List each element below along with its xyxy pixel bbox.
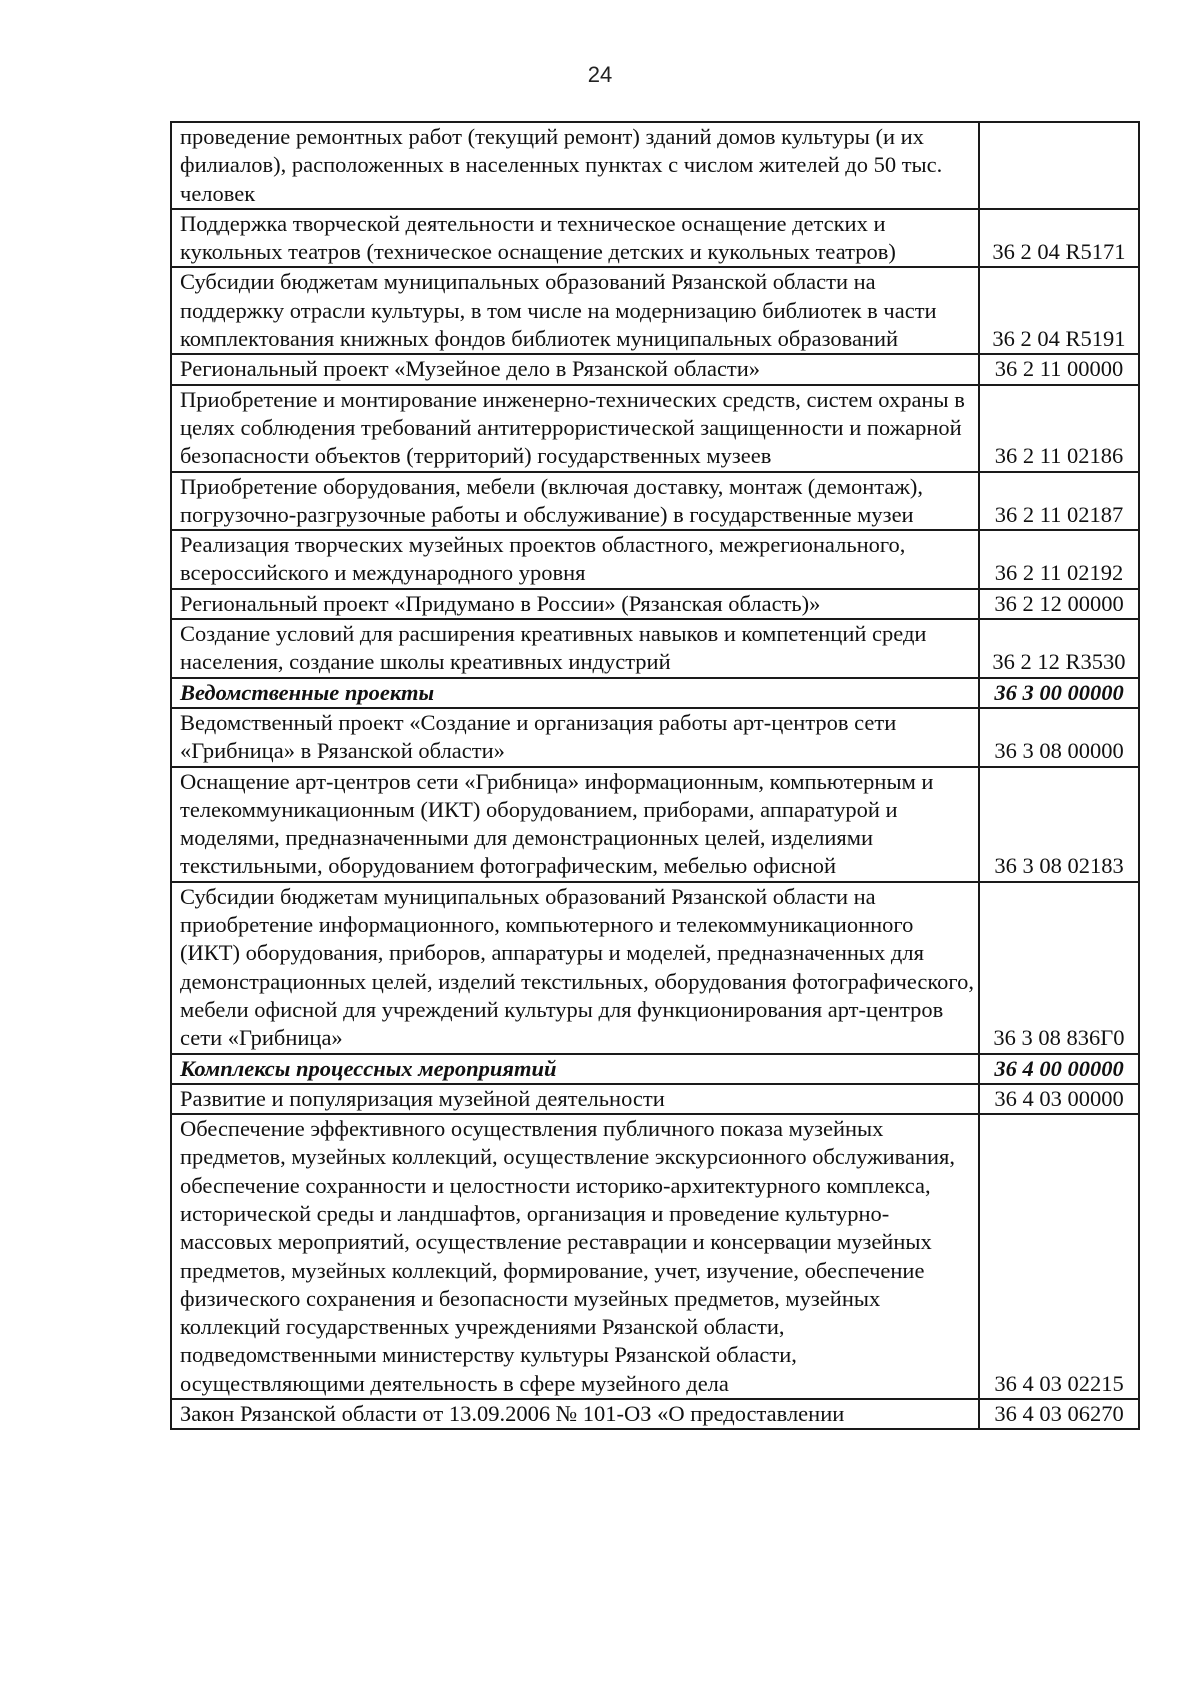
table-row [171,267,1139,354]
table-row [171,530,1139,589]
row-name-cell: Реализация творческих музейных проектов областного, межрегионального, всероссийского и международного уровня [171,530,979,589]
row-code-cell: 36 2 11 02187 [979,472,1139,531]
row-code-cell: 36 3 08 02183 [979,767,1139,882]
row-name-cell: Оснащение арт-центров сети «Грибница» информационным, компьютерным и телекоммуникационным (ИКТ) оборудованием, приборами, аппаратурой и моделями, предназначенными для демонстрационных целей, изделиями текстильными, оборудованием фотографическим, мебелью офисной [171,767,979,882]
row-name-cell: Закон Рязанской области от 13.09.2006 № 101-ОЗ «О предоставлении [171,1399,979,1429]
row-code-cell [979,122,1139,209]
row-code-cell: 36 2 12 R3530 [979,619,1139,678]
row-name-cell: Региональный проект «Музейное дело в Рязанской области» [171,354,979,384]
row-code-cell: 36 4 03 00000 [979,1084,1139,1114]
table-body [171,122,1139,1429]
row-name-cell: Ведомственные проекты [171,678,979,708]
row-code-cell: 36 2 11 02192 [979,530,1139,589]
row-name-cell: Развитие и популяризация музейной деятельности [171,1084,979,1114]
row-code-cell: 36 2 11 02186 [979,385,1139,472]
table-row [171,589,1139,619]
row-name-cell: Поддержка творческой деятельности и техническое оснащение детских и кукольных театров (техническое оснащение детских и кукольных театров) [171,209,979,268]
row-name-cell: Субсидии бюджетам муниципальных образований Рязанской области на приобретение информационного, компьютерного и телекоммуникационного (ИКТ) оборудования, приборов, аппаратуры и моделей, предназначенных для демонстрационных целей, изделий текстильных, оборудования фотографического, мебели офисной для учреждений культуры для функционирования арт-центров сети «Грибница» [171,882,979,1054]
row-code-cell: 36 4 03 02215 [979,1114,1139,1399]
table-row [171,882,1139,1054]
row-code-cell: 36 4 03 06270 [979,1399,1139,1429]
table-section-row [171,678,1139,708]
row-code-cell: 36 2 04 R5171 [979,209,1139,268]
row-name-cell: Приобретение оборудования, мебели (включая доставку, монтаж (демонтаж), погрузочно-разгрузочные работы и обслуживание) в государственные музеи [171,472,979,531]
row-name-cell: Комплексы процессных мероприятий [171,1054,979,1084]
row-code-cell: 36 2 04 R5191 [979,267,1139,354]
row-name-cell: Создание условий для расширения креативных навыков и компетенций среди населения, создание школы креативных индустрий [171,619,979,678]
table-row [171,1084,1139,1114]
table-section-row [171,1054,1139,1084]
row-name-cell: проведение ремонтных работ (текущий ремонт) зданий домов культуры (и их филиалов), расположенных в населенных пунктах с числом жителей до 50 тыс. человек [171,122,979,209]
table-row [171,708,1139,767]
table-row [171,619,1139,678]
table-row [171,209,1139,268]
row-code-cell: 36 4 00 00000 [979,1054,1139,1084]
table-row [171,767,1139,882]
table-row [171,122,1139,209]
row-name-cell: Ведомственный проект «Создание и организация работы арт-центров сети «Грибница» в Рязанской области» [171,708,979,767]
row-name-cell: Региональный проект «Придумано в России» (Рязанская область)» [171,589,979,619]
table-row [171,1114,1139,1399]
row-name-cell: Приобретение и монтирование инженерно-технических средств, систем охраны в целях соблюдения требований антитеррористической защищенности и пожарной безопасности объектов (территорий) государственных музеев [171,385,979,472]
table-row [171,385,1139,472]
budget-classification-table [170,121,1140,1430]
page-number: 24 [587,62,613,87]
row-code-cell: 36 2 12 00000 [979,589,1139,619]
row-code-cell: 36 3 08 00000 [979,708,1139,767]
table-row [171,1399,1139,1429]
row-code-cell: 36 2 11 00000 [979,354,1139,384]
row-name-cell: Субсидии бюджетам муниципальных образований Рязанской области на поддержку отрасли культуры, в том числе на модернизацию библиотек в части комплектования книжных фондов библиотек муниципальных образований [171,267,979,354]
row-code-cell: 36 3 00 00000 [979,678,1139,708]
row-code-cell: 36 3 08 836Г0 [979,882,1139,1054]
table-row [171,354,1139,384]
row-name-cell: Обеспечение эффективного осуществления публичного показа музейных предметов, музейных коллекций, осуществление экскурсионного обслуживания, обеспечение сохранности и целостности историко-архитектурного комплекса, исторической среды и ландшафтов, организация и проведение культурно-массовых мероприятий, осуществление реставрации и консервации музейных предметов, музейных коллекций, формирование, учет, изучение, обеспечение физического сохранения и безопасности музейных предметов, музейных коллекций государственных учреждениями Рязанской области, подведомственными министерству культуры Рязанской области, осуществляющими деятельность в сфере музейного дела [171,1114,979,1399]
table-row [171,472,1139,531]
